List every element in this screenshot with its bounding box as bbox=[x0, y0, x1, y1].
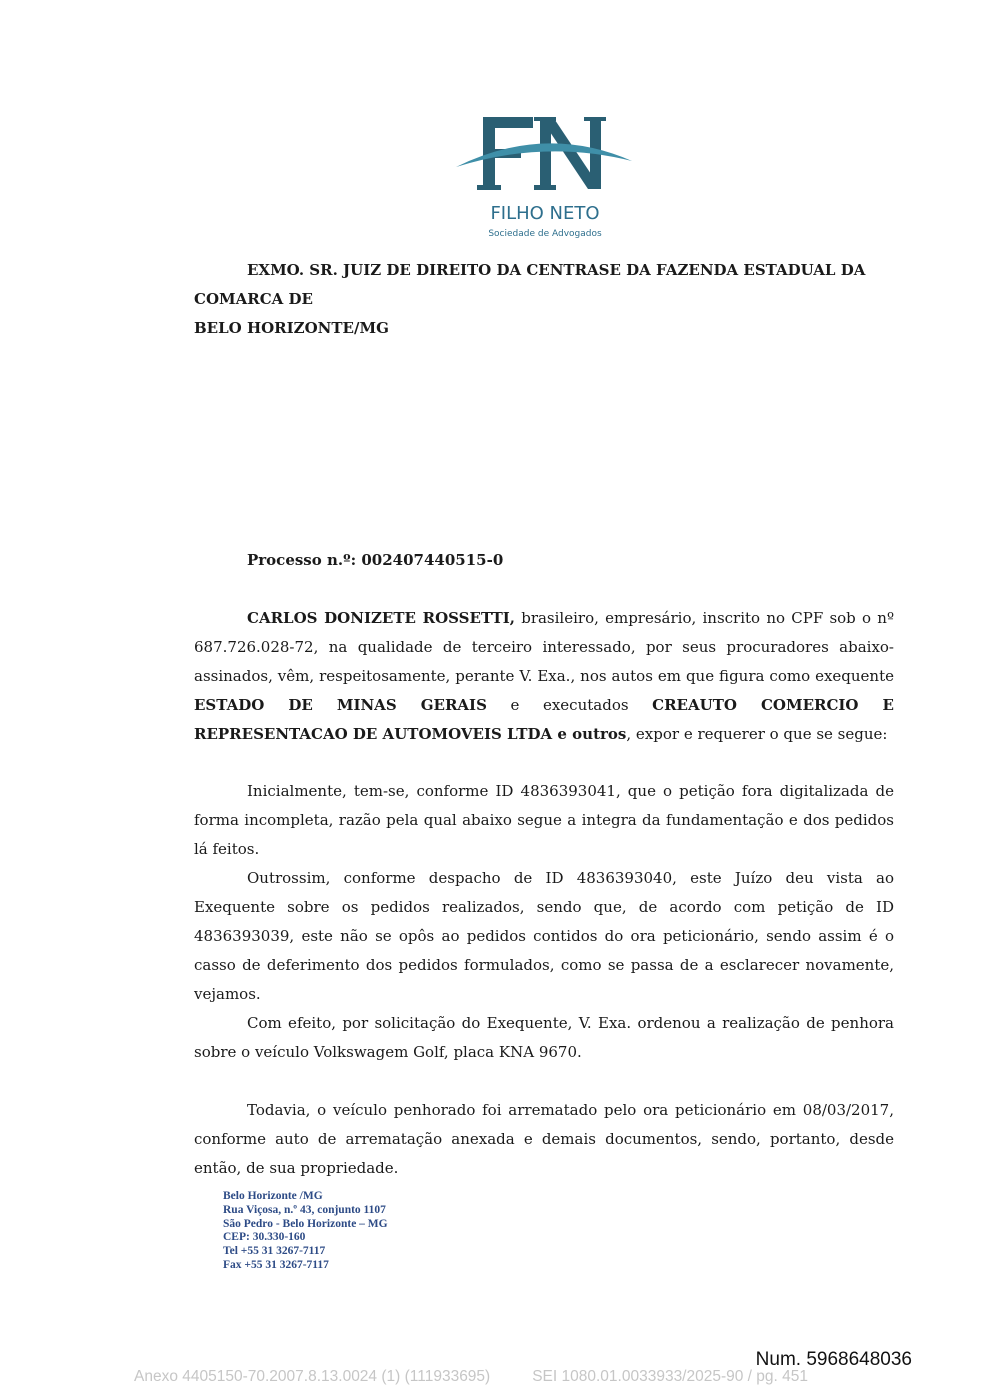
footer-sei: SEI 1080.01.0033933/2025-90 / pg. 451 bbox=[532, 1368, 809, 1385]
address-line: Belo Horizonte /MG bbox=[223, 1190, 323, 1202]
addressee-line-2: BELO HORIZONTE/MG bbox=[194, 319, 389, 337]
paragraph-2: Outrossim, conforme despacho de ID 4836393040, este Juízo deu vista ao Exequente sobre os pedidos realizados, sendo que, de acordo com petição de ID 4836393039, este não se opôs ao pedidos contidos do ora peticionário, sendo assim é o casso de deferimento dos pedidos formulados, como se passa de a esclarecer novamente, vejamos. bbox=[194, 869, 894, 1003]
addressee-line-1: EXMO. SR. JUIZ DE DIREITO DA CENTRASE DA FAZENDA ESTADUAL DA COMARCA DE bbox=[194, 261, 866, 308]
address-line: Tel +55 31 3267-7117 bbox=[223, 1245, 326, 1258]
address-line: São Pedro - Belo Horizonte – MG bbox=[223, 1217, 388, 1230]
exequente-name: ESTADO DE MINAS GERAIS bbox=[194, 696, 487, 714]
paragraph-3: Com efeito, por solicitação do Exequente, V. Exa. ordenou a realização de penhora sobre o veículo Volkswagem Golf, placa KNA 9670. bbox=[194, 1014, 894, 1061]
logo-firm-subtitle: Sociedade de Advogados bbox=[488, 229, 602, 239]
paragraph-1: Inicialmente, tem-se, conforme ID 4836393041, que o petição fora digitalizada de forma incompleta, razão pela qual abaixo segue a integra da fundamentação e dos pedidos lá feitos. bbox=[194, 782, 894, 858]
intro-paragraph bbox=[194, 604, 894, 749]
addressee bbox=[194, 256, 894, 343]
address-line: Rua Viçosa, n.º 43, conjunto 1107 bbox=[223, 1203, 386, 1216]
office-address bbox=[223, 1190, 388, 1273]
page-footer bbox=[134, 1368, 894, 1386]
process-number: Processo n.º: 002407440515-0 bbox=[247, 551, 504, 569]
paragraph-4: Todavia, o veículo penhorado foi arrematado pelo ora peticionário em 08/03/2017, conforme auto de arrematação anexada e demais documentos, sendo, portanto, desde então, de sua propriedade. bbox=[194, 1101, 894, 1177]
address-line: Fax +55 31 3267-7117 bbox=[223, 1258, 329, 1271]
intro-text-1: brasileiro, empresário, inscrito no CPF sob o nº 687.726.028-72, na qualidade de terceiro interessado, por seus procuradores abaixo-assinados, vêm, respeitosamente, perante V. Exa., nos autos em que figura como exequente bbox=[194, 609, 895, 685]
firm-logo bbox=[450, 105, 640, 250]
document-number: Num. 5968648036 bbox=[755, 1349, 912, 1370]
logo-firm-name: FILHO NETO bbox=[490, 203, 600, 224]
executados-name: CREAUTO COMERCIO E REPRESENTACAO DE AUTOMOVEIS LTDA e outros bbox=[194, 696, 894, 743]
footer-annex: Anexo 4405150-70.2007.8.13.0024 (1) (111933695) bbox=[134, 1368, 491, 1385]
address-line: CEP: 30.330-160 bbox=[223, 1231, 306, 1244]
intro-text-2: e executados bbox=[486, 696, 653, 714]
fn-monogram-icon bbox=[450, 105, 640, 200]
intro-text-3: , expor e requerer o que se segue: bbox=[626, 725, 888, 743]
party-name: CARLOS DONIZETE ROSSETTI, bbox=[247, 609, 515, 627]
